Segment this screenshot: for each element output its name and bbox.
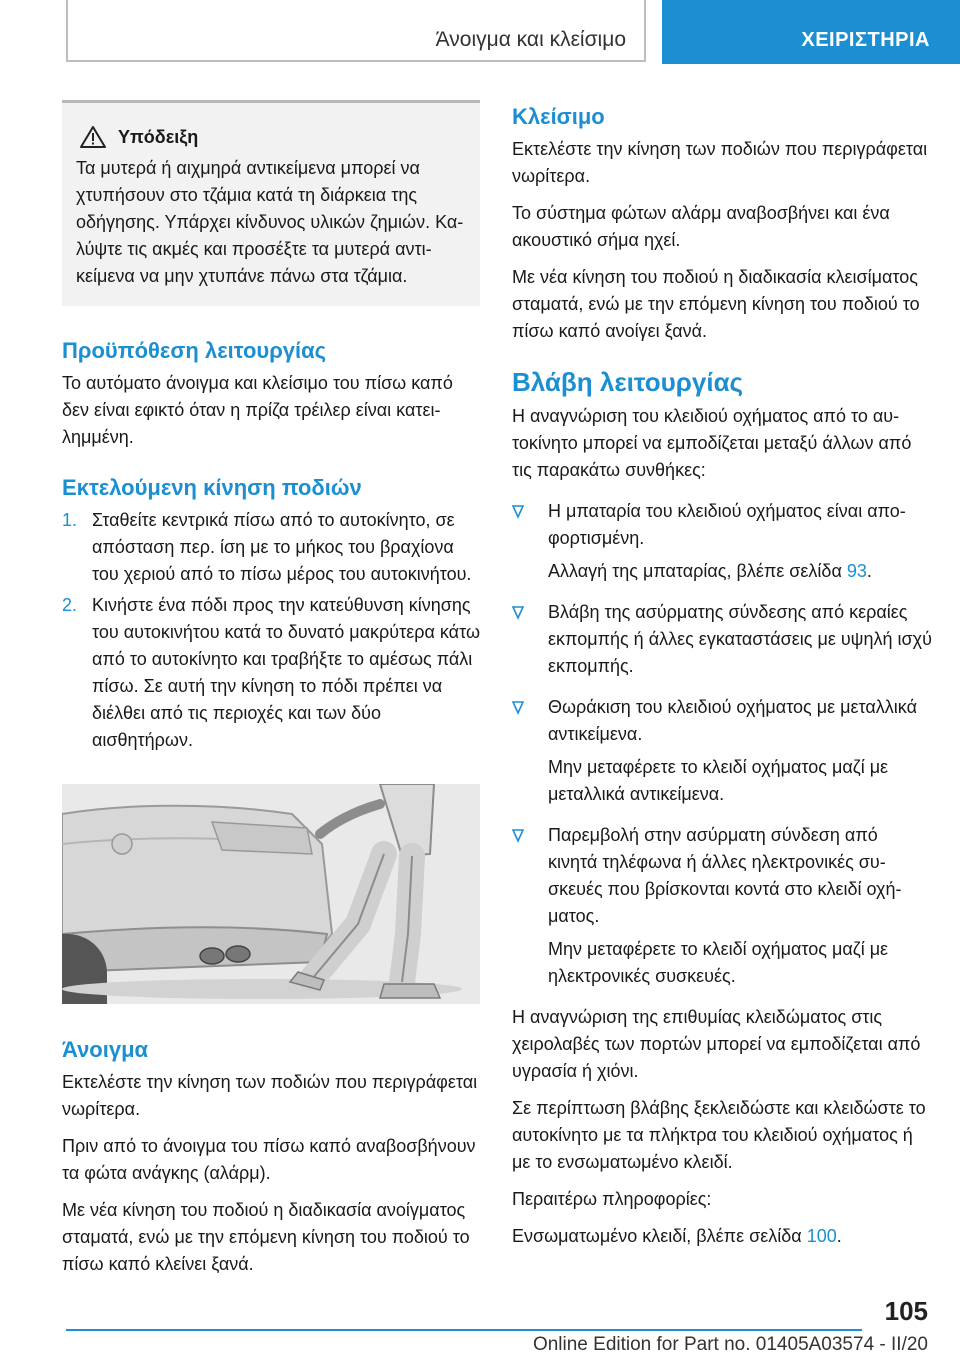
malfunction-heading: Βλάβη λειτουργίας xyxy=(512,367,744,397)
closing-paragraph: Εκτελέστε την κίνηση των ποδιών που περιγράφεται νωρίτερα. xyxy=(512,139,928,186)
step-item xyxy=(62,592,480,754)
list-item xyxy=(512,694,932,814)
list-item-text: Θωράκιση του κλειδιού οχήματος με μεταλλικά αντικείμενα. xyxy=(548,697,917,744)
malfunction-outro: Σε περίπτωση βλάβης ξεκλειδώστε και κλειδώστε το αυτοκίνητο με τα πλήκτρα του κλειδιού οχήματος ή με το ενσωματωμένο κλειδί. xyxy=(512,1098,926,1172)
step-list xyxy=(62,507,480,754)
closing-paragraph: Το σύστημα φώτων αλάρμ αναβοσβήνει και ένα ακουστικό σήμα ηχεί. xyxy=(512,203,890,250)
right-column xyxy=(512,100,932,1260)
list-item-text: Παρεμβολή στην ασύρματη σύνδεση από κινητά τηλέφωνα ή άλλες ηλεκτρονικές συσκευές που βρίσκονται κοντά στο κλειδί οχήματος. xyxy=(548,825,902,926)
malfunction-outro: Περαιτέρω πληροφορίες: xyxy=(512,1189,712,1209)
list-item-text: Βλάβη της ασύρματης σύνδεσης από κεραίες εκπομπής ή άλλες εγκαταστάσεις με υψηλή ισχύ εκπομπής. xyxy=(548,602,932,676)
header-chapter-box xyxy=(66,0,646,62)
foot-movement-heading: Εκτελούμενη κίνηση ποδιών xyxy=(62,475,362,500)
prerequisite-text: Το αυτόματο άνοιγμα και κλείσιμο του πίσω καπό δεν είναι εφικτό όταν η πρίζα τρέιλερ είναι κατειλημμένη. xyxy=(62,373,453,447)
list-item-text: Η μπαταρία του κλειδιού οχήματος είναι αποφορτισμένη. xyxy=(548,501,906,548)
malfunction-list xyxy=(512,498,932,996)
list-item xyxy=(512,498,932,591)
footer-divider xyxy=(66,1329,862,1331)
list-item xyxy=(512,822,932,996)
warning-icon xyxy=(80,125,106,149)
step-text: Σταθείτε κεντρικά πίσω από το αυτοκίνητο, σε απόσταση περ. ίση με το μήκος του βραχίονα του χεριού από το πίσω μέρος του αυτοκινήτου. xyxy=(92,510,472,584)
malfunction-intro: Η αναγνώριση του κλειδιού οχήματος από το αυτοκίνητο μπορεί να εμποδίζεται μεταξύ άλλων από τις παρακάτω συνθήκες: xyxy=(512,406,912,480)
edition-footer: Online Edition for Part no. 01405A03574 - II/20 xyxy=(532,1334,928,1355)
bullet-triangle-icon xyxy=(512,822,548,996)
foot-gesture-illustration xyxy=(62,784,480,1004)
notice-title: Υπόδειξη xyxy=(118,126,199,147)
list-item-note: Μην μεταφέρετε το κλειδί οχήματος μαζί με ηλεκτρονικές συσκευές. xyxy=(548,939,889,986)
notice-text: Τα μυτερά ή αιχμηρά αντικείμενα μπορεί να χτυπήσουν στο τζάμια κατά τη διάρκεια της οδήγησης. Υπάρχει κίνδυνος υλικών ζημιών. Καλύψτε τις ακμές και προσέξτε τα μυτερά αντικείμενα να μην χτυπάνε πάνω στα τζάμια. xyxy=(76,158,464,286)
list-item-note: Αλλαγή της μπαταρίας, βλέπε σελίδα 93. xyxy=(548,561,872,581)
step-item xyxy=(62,507,480,588)
list-item xyxy=(512,599,932,686)
header-section-box xyxy=(662,0,960,64)
list-item-note: Μην μεταφέρετε το κλειδί οχήματος μαζί με μεταλλικά αντικείμενα. xyxy=(548,757,889,804)
malfunction-final: Ενσωματωμένο κλειδί, βλέπε σελίδα 100. xyxy=(512,1226,842,1246)
opening-paragraph: Εκτελέστε την κίνηση των ποδιών που περιγράφεται νωρίτερα. xyxy=(62,1072,478,1119)
chapter-title: Άνοιγμα και κλείσιμο xyxy=(435,28,626,51)
page-reference-link[interactable]: 93 xyxy=(846,561,867,581)
step-text: Κινήστε ένα πόδι προς την κατεύθυνση κίνησης του αυτοκινήτου κατά το δυνατό μακρύτερα κάτω από το αυτοκίνητο και τραβήξτε το αμέσως πάλι πίσω. Σε αυτή την κίνηση το πόδι πρέπει να διέλθει από τις περιοχές και των δύο αισθητήρων. xyxy=(92,595,480,750)
opening-heading: Άνοιγμα xyxy=(62,1037,149,1062)
step-number: 2. xyxy=(62,595,78,615)
step-number: 1. xyxy=(62,510,78,530)
malfunction-outro: Η αναγνώριση της επιθυμίας κλειδώματος στις χειρολαβές των πορτών μπορεί να εμποδίζεται από υγρασία ή χιόνι. xyxy=(512,1007,921,1081)
prerequisite-heading: Προϋπόθεση λειτουργίας xyxy=(62,338,327,363)
notice-header xyxy=(80,125,466,149)
bullet-triangle-icon xyxy=(512,498,548,591)
left-column xyxy=(62,100,480,1288)
opening-paragraph: Πριν από το άνοιγμα του πίσω καπό αναβοσβήνουν τα φώτα ανάγκης (αλάρμ). xyxy=(62,1136,476,1183)
page-reference-link[interactable]: 100 xyxy=(806,1226,837,1246)
closing-heading: Κλείσιμο xyxy=(512,104,605,129)
bullet-triangle-icon xyxy=(512,599,548,686)
notice-box xyxy=(62,100,480,306)
section-title: ΧΕΙΡΙΣΤΗΡΙΑ xyxy=(801,29,930,51)
page-number: 105 xyxy=(884,1296,928,1326)
bullet-triangle-icon xyxy=(512,694,548,814)
closing-paragraph: Με νέα κίνηση του ποδιού η διαδικασία κλεισίματος σταματά, ενώ με την επόμενη κίνηση του ποδιού το πίσω καπό ανοίγει ξανά. xyxy=(512,267,920,341)
opening-paragraph: Με νέα κίνηση του ποδιού η διαδικασία ανοίγματος σταματά, ενώ με την επόμενη κίνηση του ποδιού το πίσω καπό κλείνει ξανά. xyxy=(62,1200,470,1274)
